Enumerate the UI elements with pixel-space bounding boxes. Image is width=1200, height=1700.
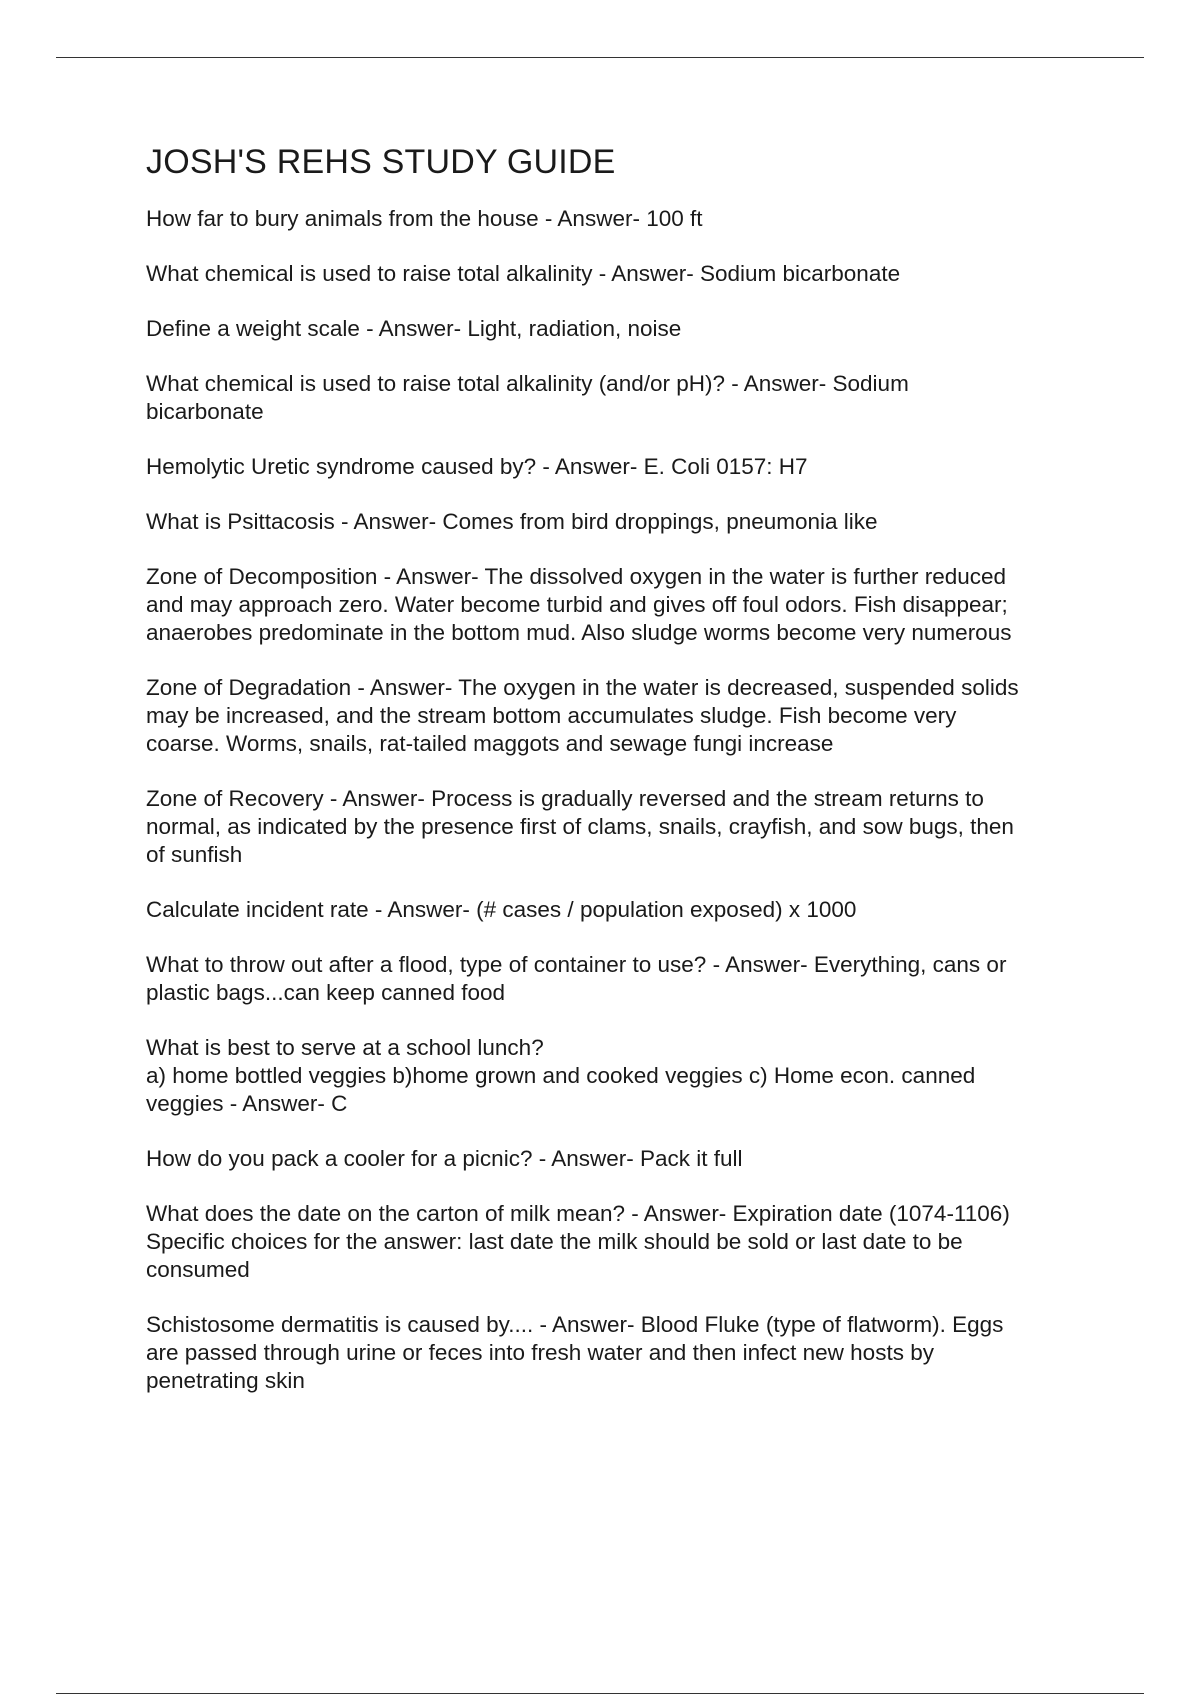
qa-item: How far to bury animals from the house - Answer- 100 ft — [146, 205, 703, 231]
qa-item: Define a weight scale - Answer- Light, radiation, noise — [146, 315, 682, 341]
qa-item: Hemolytic Uretic syndrome caused by? - Answer- E. Coli 0157: H7 — [146, 453, 808, 479]
qa-item: What to throw out after a flood, type of container to use? - Answer- Everything, cans or plastic bags...can keep canned food — [146, 951, 1007, 1005]
qa-item: Zone of Degradation - Answer- The oxygen in the water is decreased, suspended solids may be increased, and the stream bottom accumulates sludge. Fish become very coarse. Worms, snails, rat-tailed maggots and sewage fungi increase — [146, 674, 1019, 756]
qa-item: What chemical is used to raise total alkalinity - Answer- Sodium bicarbonate — [146, 260, 901, 286]
document-body — [146, 142, 1091, 1422]
qa-item: What chemical is used to raise total alkalinity (and/or pH)? - Answer- Sodium bicarbonate — [146, 370, 909, 424]
qa-list — [146, 205, 1091, 1395]
qa-item: How do you pack a cooler for a picnic? - Answer- Pack it full — [146, 1145, 743, 1171]
qa-item: Zone of Decomposition - Answer- The dissolved oxygen in the water is further reduced and may approach zero. Water become turbid and gives off foul odors. Fish disappear; anaerobes predominate in the bottom mud. Also sludge worms become very numerous — [146, 563, 1012, 645]
top-divider — [56, 57, 1144, 58]
qa-item: Calculate incident rate - Answer- (# cases / population exposed) x 1000 — [146, 896, 857, 922]
qa-item: Zone of Recovery - Answer- Process is gradually reversed and the stream returns to normal, as indicated by the presence first of clams, snails, crayfish, and sow bugs, then of sunfish — [146, 785, 1014, 867]
qa-item: Schistosome dermatitis is caused by.... - Answer- Blood Fluke (type of flatworm). Eggs are passed through urine or feces into fresh water and then infect new hosts by penetrating skin — [146, 1311, 1004, 1393]
qa-item: What is Psittacosis - Answer- Comes from bird droppings, pneumonia like — [146, 508, 878, 534]
qa-item: What does the date on the carton of milk mean? - Answer- Expiration date (1074-1106) Specific choices for the answer: last date the milk should be sold or last date to be consumed — [146, 1200, 1010, 1282]
page-title: JOSH'S REHS STUDY GUIDE — [146, 143, 616, 181]
bottom-divider — [56, 1693, 1144, 1694]
qa-item: What is best to serve at a school lunch? a) home bottled veggies b)home grown and cooked veggies c) Home econ. canned veggies - Answer- C — [146, 1034, 976, 1116]
